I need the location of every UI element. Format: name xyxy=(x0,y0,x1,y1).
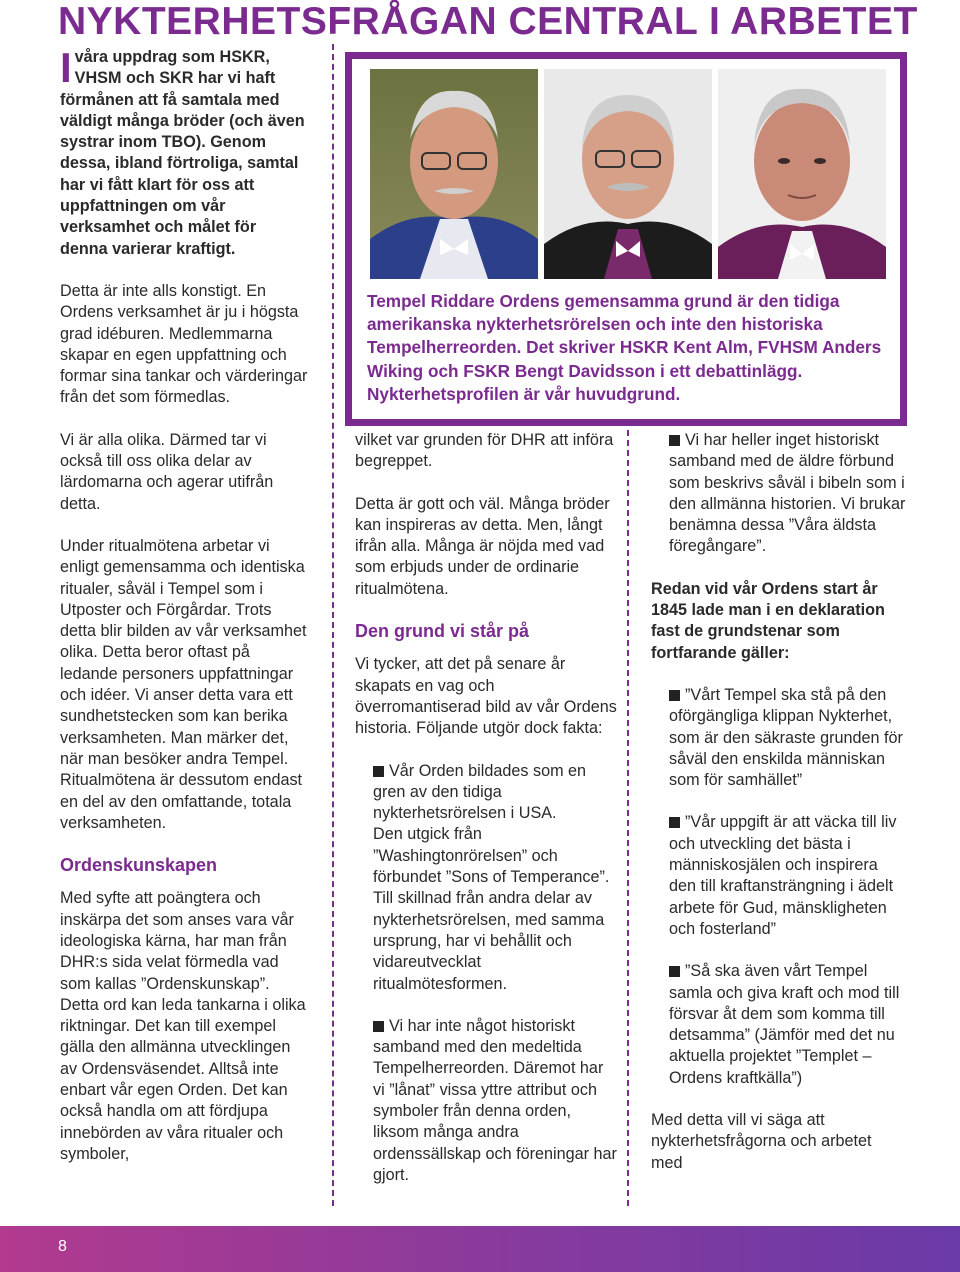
footer-bar xyxy=(0,1226,960,1272)
quote-text: ”Så ska även vårt Tempel samla och giva kraft och mod till försvar åt dem som komma till detsamma” (Jämför med det nu aktuella projektet ”Templet – Ordens kraftkälla”) xyxy=(669,962,900,1087)
quote-item-3 xyxy=(669,961,906,1089)
paragraph: Med detta vill vi säga att nykterhetsfrågorna och arbetet med xyxy=(651,1111,872,1172)
portrait-photo-3 xyxy=(718,69,886,279)
column-3 xyxy=(651,430,906,1195)
subheading-den-grund: Den grund vi står på xyxy=(355,621,530,642)
lead-text: våra uppdrag som HSKR, VHSM och SKR har vi haft förmånen att få samtala med väldigt många bröder (och även systrar inom TBO). Genom dessa, ibland förtroliga, samtal har vi fått klart för oss att uppfattningen om vår verksamhet och målet för denna varierar kraftigt. xyxy=(60,48,305,258)
square-bullet-icon xyxy=(669,690,680,701)
portrait-photo-1 xyxy=(370,69,538,279)
fact-item-3 xyxy=(669,430,906,558)
drop-cap: I xyxy=(60,44,72,91)
fact-text: Vi har heller inget historiskt samband med de äldre förbund som beskrivs såväl i bibeln som i den allmänna historien. Vi brukar benämna dessa ”Våra äldsta föregångare”. xyxy=(669,431,906,556)
paragraph: Under ritualmötena arbetar vi enligt gemensamma och identiska ritualer, såväl i Tempel som i Utposter och Förgårdar. Trots detta blir bilden av vår verksamhet olika. Detta beror oftast på ledande personers uppfattningar och idéer. Vi anser detta vara ett sundhetstecken som kan berika verksamheten. Man märker det, när man besöker andra Tempel. Ritualmötena är dessutom endast en del av den omfattande, totala verksamheten. xyxy=(60,536,307,832)
photo-caption: Tempel Riddare Ordens gemensamma grund är den tidiga amerikanska nykterhetsrörelsen och inte den historiska Tempelherreorden. Det skriver HSKR Kent Alm, FVHSM Anders Wiking och FSKR Bengt Davidsson i ett debattinlägg. Nykterhetsprofilen är vår huvudgrund. xyxy=(367,291,882,404)
headline: NYKTERHETSFRÅGAN CENTRAL I ARBETET xyxy=(58,0,918,43)
fact-item-1 xyxy=(373,761,617,825)
quote-item-2 xyxy=(669,812,906,940)
subheading-ordenskunskapen: Ordenskunskapen xyxy=(60,855,218,876)
fact-text: Vi har inte något historiskt samband med den medeltida Tempelherreorden. Däremot har vi ”lånat” vissa yttre attribut och symboler från denna orden, liksom många andra ordenssällskap och föreningar har gjort. xyxy=(373,1016,617,1184)
declaration-intro: Redan vid vår Ordens start år 1845 lade man i en deklaration fast de grundstenar som fortfarande gäller: xyxy=(651,579,885,662)
column-divider-2 xyxy=(627,430,629,1206)
column-1 xyxy=(60,44,308,1186)
fact-text: Vår Orden bildades som en gren av den tidiga nykterhetsrörelsen i USA. xyxy=(373,761,587,823)
page-number: 8 xyxy=(58,1238,67,1255)
portrait-photos xyxy=(370,69,886,279)
paragraph: Detta är inte alls konstigt. En Ordens verksamhet är ju i högsta grad idéburen. Medlemmarna skapar en egen uppfattning och formar sina tankar och värderingar från det som förmedlas. xyxy=(60,281,308,407)
fact-item-2 xyxy=(373,1016,617,1186)
quote-item-1 xyxy=(669,685,906,791)
quote-text: ”Vår uppgift är att väcka till liv och utveckling det bästa i människosjälen och inspirera den till kraftansträngning i ädelt arbete för Gud, mänskligheten och fosterland” xyxy=(669,813,897,938)
paragraph: Vi tycker, att det på senare år skapats en vag och överromantiserad bild av vår Ordens historia. Följande utgör dock fakta: xyxy=(355,655,617,738)
square-bullet-icon xyxy=(669,435,680,446)
paragraph: Vi är alla olika. Därmed tar vi också till oss olika delar av lärdomarna och agerar utifrån detta. xyxy=(60,430,274,513)
photo-caption-box xyxy=(345,52,907,426)
quote-text: ”Vårt Tempel ska stå på den oförgängliga klippan Nykterhet, som är den säkraste grunden för såväl den enskilda människan som för samhället” xyxy=(669,685,903,790)
paragraph: Med syfte att poängtera och inskärpa det som anses vara vår ideologiska kärna, har man från DHR:s sida velat förmedla vad som kallas ”Ordenskunskap”. Detta ord kan leda tankarna i olika riktningar. Det kan till exempel gälla den allmänna utvecklingen av Ordensväsendet. Alltså inte enbart vår egen Orden. Det kan också handla om att fördjupa innebörden av våra ritualer och symboler, xyxy=(60,889,306,1163)
fact-item-1-continued: Den utgick från ”Washingtonrörelsen” och förbundet ”Sons of Temperance”. Till skillnad från andra delar av nykterhetsrörelsen, med samma ursprung, har vi behållit och vidareutvecklat ritualmötesformen. xyxy=(373,825,610,993)
square-bullet-icon xyxy=(669,817,680,828)
paragraph: Detta är gott och väl. Många bröder kan inspireras av detta. Men, långt ifrån alla. Många är nöjda med vad som erbjuds under de ordinarie ritualmötena. xyxy=(355,494,610,598)
portrait-photo-2 xyxy=(544,69,712,279)
column-2 xyxy=(355,430,617,1207)
column-divider-1 xyxy=(332,44,334,1206)
square-bullet-icon xyxy=(669,966,680,977)
square-bullet-icon xyxy=(373,766,384,777)
square-bullet-icon xyxy=(373,1021,384,1032)
paragraph: vilket var grunden för DHR att införa begreppet. xyxy=(355,431,614,471)
lead-paragraph xyxy=(60,44,308,260)
